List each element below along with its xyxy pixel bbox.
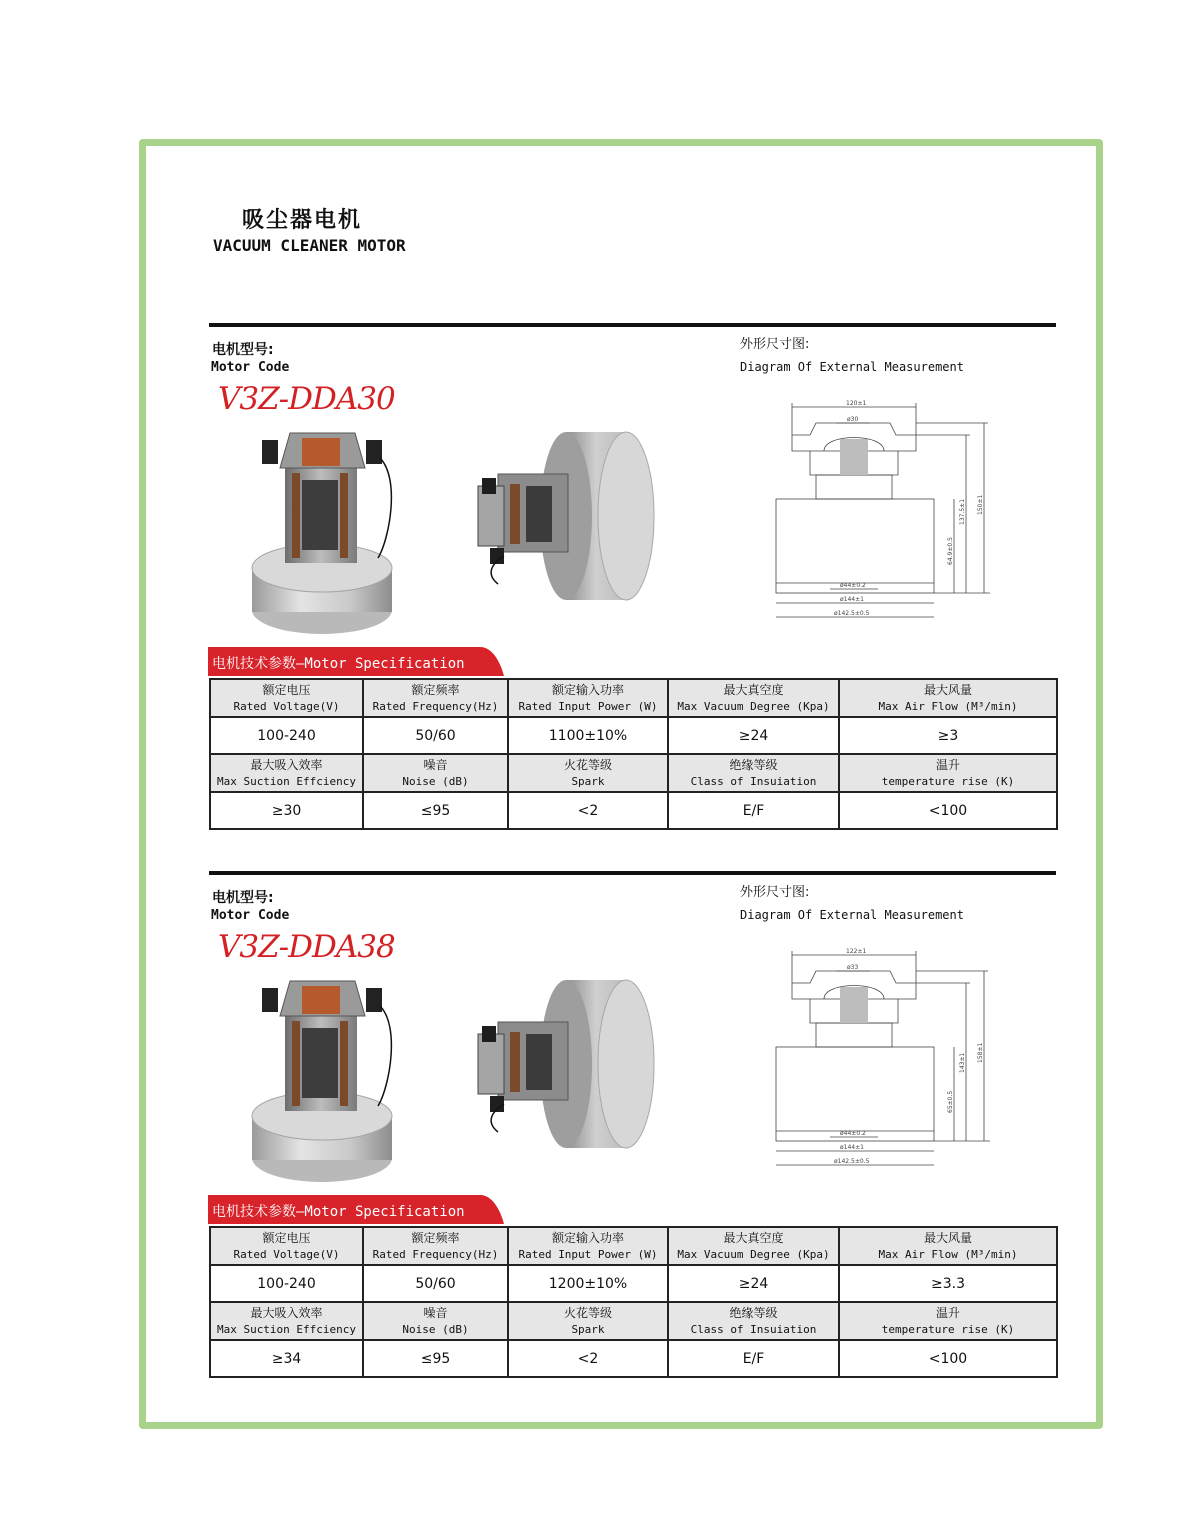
spec-header-cell: 最大吸入效率 Max Suction Effciency <box>210 1302 363 1340</box>
spec-value-cell: ≤95 <box>363 792 508 829</box>
dim-h1: 143±1 <box>959 1052 966 1073</box>
spec-header-cell: 最大真空度 Max Vacuum Degree (Kpa) <box>668 679 839 717</box>
spec-value-cell: ≥30 <box>210 792 363 829</box>
spec-value-cell: ≥24 <box>668 717 839 754</box>
spec-header-cell: 最大吸入效率 Max Suction Effciency <box>210 754 363 792</box>
dim-d1: ø44±0.2 <box>840 1130 866 1137</box>
motor-photo-front <box>240 966 410 1186</box>
dim-d3: ø142.5±0.5 <box>834 610 870 617</box>
diagram-label-cn: 外形尺寸图: <box>740 885 810 900</box>
spec-header-cell: 最大风量 Max Air Flow (M³/min) <box>839 679 1057 717</box>
spec-header-cell: 额定电压 Rated Voltage(V) <box>210 679 363 717</box>
dim-top-width: 122±1 <box>846 948 867 955</box>
spec-value-cell: 100-240 <box>210 1265 363 1302</box>
external-measurement-diagram <box>770 395 1010 635</box>
dim-d3: ø142.5±0.5 <box>834 1158 870 1165</box>
page-title-cn: 吸尘器电机 <box>242 207 363 233</box>
motor-photo-side <box>468 974 658 1149</box>
spec-header-row <box>210 754 1057 792</box>
spec-header-row <box>210 679 1057 717</box>
motor-section <box>0 323 1187 853</box>
page-title-en: VACUUM CLEANER MOTOR <box>213 236 406 255</box>
section-rule <box>209 871 1056 875</box>
dim-d2: ø144±1 <box>840 1144 864 1151</box>
motor-photo-side <box>468 426 658 601</box>
spec-value-cell: <2 <box>508 792 668 829</box>
motor-photo-front <box>240 418 410 638</box>
dim-h3: 64.9±0.5 <box>947 537 954 565</box>
spec-header-cell: 温升 temperature rise (K) <box>839 1302 1057 1340</box>
diagram-label-en: Diagram Of External Measurement <box>740 908 964 922</box>
dim-h2: 150±1 <box>977 494 984 515</box>
spec-value-cell: ≥34 <box>210 1340 363 1377</box>
dim-top-width: 120±1 <box>846 400 867 407</box>
spec-header-row <box>210 1227 1057 1265</box>
spec-header-cell: 最大真空度 Max Vacuum Degree (Kpa) <box>668 1227 839 1265</box>
spec-header-cell: 噪音 Noise (dB) <box>363 1302 508 1340</box>
spec-value-cell: ≤95 <box>363 1340 508 1377</box>
spec-value-cell: 50/60 <box>363 1265 508 1302</box>
dim-inner-dia: ø33 <box>847 964 859 971</box>
dim-h2: 158±1 <box>977 1042 984 1063</box>
spec-value-row <box>210 1265 1057 1302</box>
motor-code-label-en: Motor Code <box>211 360 290 375</box>
spec-tab-label: 电机技术参数—Motor Specification <box>212 656 465 672</box>
spec-value-row <box>210 1340 1057 1377</box>
spec-header-cell: 火花等级 Spark <box>508 754 668 792</box>
spec-value-row <box>210 717 1057 754</box>
motor-model: V3Z-DDA30 <box>218 381 395 417</box>
spec-value-cell: 1100±10% <box>508 717 668 754</box>
diagram-label-cn: 外形尺寸图: <box>740 337 810 352</box>
motor-code-label-en: Motor Code <box>211 908 290 923</box>
motor-model: V3Z-DDA38 <box>218 929 395 965</box>
motor-code-label-cn: 电机型号: <box>212 342 274 358</box>
spec-value-cell: <100 <box>839 792 1057 829</box>
spec-value-cell: 100-240 <box>210 717 363 754</box>
spec-value-cell: ≥24 <box>668 1265 839 1302</box>
dim-d1: ø44±0.2 <box>840 582 866 589</box>
spec-tab-label: 电机技术参数—Motor Specification <box>212 1204 465 1220</box>
dim-h3: 65±0.5 <box>947 1090 954 1113</box>
external-measurement-diagram <box>770 943 1010 1183</box>
spec-value-cell: <100 <box>839 1340 1057 1377</box>
spec-value-cell: E/F <box>668 1340 839 1377</box>
spec-header-cell: 噪音 Noise (dB) <box>363 754 508 792</box>
spec-header-cell: 额定输入功率 Rated Input Power (W) <box>508 1227 668 1265</box>
spec-value-row <box>210 792 1057 829</box>
spec-header-cell: 绝缘等级 Class of Insuiation <box>668 1302 839 1340</box>
dim-inner-dia: ø30 <box>847 416 859 423</box>
motor-code-label-cn: 电机型号: <box>212 890 274 906</box>
spec-value-cell: <2 <box>508 1340 668 1377</box>
spec-table <box>209 1226 1058 1378</box>
spec-header-cell: 额定频率 Rated Frequency(Hz) <box>363 679 508 717</box>
spec-header-cell: 最大风量 Max Air Flow (M³/min) <box>839 1227 1057 1265</box>
spec-header-cell: 额定电压 Rated Voltage(V) <box>210 1227 363 1265</box>
spec-header-cell: 温升 temperature rise (K) <box>839 754 1057 792</box>
spec-header-cell: 额定频率 Rated Frequency(Hz) <box>363 1227 508 1265</box>
dim-d2: ø144±1 <box>840 596 864 603</box>
spec-value-cell: 50/60 <box>363 717 508 754</box>
spec-value-cell: ≥3 <box>839 717 1057 754</box>
spec-value-cell: E/F <box>668 792 839 829</box>
spec-value-cell: ≥3.3 <box>839 1265 1057 1302</box>
section-rule <box>209 323 1056 327</box>
diagram-label-en: Diagram Of External Measurement <box>740 360 964 374</box>
spec-header-cell: 绝缘等级 Class of Insuiation <box>668 754 839 792</box>
spec-header-cell: 额定输入功率 Rated Input Power (W) <box>508 679 668 717</box>
spec-value-cell: 1200±10% <box>508 1265 668 1302</box>
motor-section <box>0 871 1187 1401</box>
spec-table <box>209 678 1058 830</box>
spec-header-cell: 火花等级 Spark <box>508 1302 668 1340</box>
spec-header-row <box>210 1302 1057 1340</box>
dim-h1: 137.5±1 <box>959 498 966 525</box>
